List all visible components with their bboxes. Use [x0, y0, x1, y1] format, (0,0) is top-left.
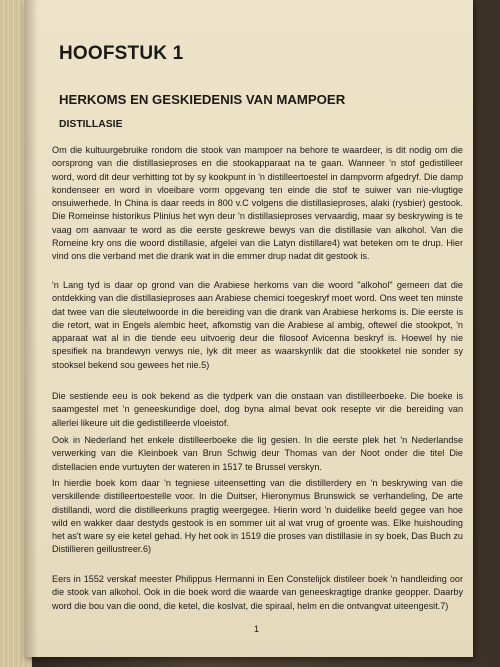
paragraph-3: Die sestiende eeu is ook bekend as die tydperk van die onstaan van distilleerboeke. Die boeke is saamgestel met 'n geneeskundige doel, dog byna almal bevat ook resepte vir die bereiding van allerlei likeure uit die gedistilleerde vloeistof.: [52, 391, 463, 428]
subsection-title: DISTILLASIE: [59, 119, 123, 130]
paragraph-5: In hierdie boek kom daar 'n tegniese uiteensetting van die distillerdery en 'n beskrywing van die verskillende distilleertoestelle voor. In die Duitser, Hieronymus Brunswick se verhandeling, De arte distillandi, word die distilleerkuns pragtig weergegee. Hierin word 'n duidelike beeld gegee van hoe wild en wakker daar destyds gestook is en sommer uit al wat vrug of groente was. Elke huishouding het as't ware sy eie ketel gehad. Hy het ook in 1519 die proses van distillasie in sy boek, Das Buch zu Distillieren geillustreer.6): [52, 478, 463, 555]
paragraph-6: Eers in 1552 verskaf meester Philippus Hermanni in Een Constelijck distileer boek 'n handleiding oor die stook van alkohol. Ook in die boek word die waarde van geneeskragtige dranke geopper. Daarby word die bou van die oond, die ketel, die koslvat, die spiraal, helm en die ontvangvat uiteengesit.7): [52, 574, 463, 611]
book-page: [24, 0, 473, 657]
gutter-shadow: [24, 0, 38, 657]
paragraph-1: Om die kultuurgebruike rondom die stook van mampoer na behore te waardeer, is dit nodig om die oorsprong van die distillasieproses en die stookapparaat na te gaan. Wanneer 'n stof gedistilleer word, word dit deur verhitting tot by sy kookpunt in 'n distilleertoestel in dampvorm afgedryf. Die damp kondenseer en word in vloeibare vorm opgevang ten einde die stof te suiwer van nie-vlugtige onsuiwerhede. In China is daar reeds in 800 v.C volgens die distillasieproses, alaki (rysbier) gestook. Die Romeinse historikus Plinius het wyn deur 'n distillasieproses vervaardig, maar sy beskrywing is te vaag om aanvaar te word as die eerste geskrewe bewys van die distillasie van alkohol. Van die Romeine kry ons die woord distillasie, afgelei van die Latyn distillare4) wat beteken om te drup. Hier vind ons die verband met die drank wat in die emmer drup nadat dit gestook is.: [52, 145, 463, 262]
chapter-title: HOOFSTUK 1: [59, 43, 184, 64]
section-title: HERKOMS EN GESKIEDENIS VAN MAMPOER: [59, 92, 346, 107]
paragraph-4: Ook in Nederland het enkele distilleerboeke die lig gesien. In die eerste plek het 'n Nederlandse verwerking van die Kleinboek van Brun Schwig deur Thomas van der Noot onder die titel Die distellacien ende vurtuyten der wateren in 1517 te Brussel verskyn.: [52, 435, 463, 472]
paragraph-2: 'n Lang tyd is daar op grond van die Arabiese herkoms van die woord "alkohol" gemeen dat die ontdekking van die distillasieproses aan Arabiese chemici toegeskryf moet word. Ons weet ten minste dat twee van die sleutelwoorde in die bereiding van die drank van Arabiese herkoms is. Die eerste is die retort, wat in Engels alembic heet, afkomstig van die Arabiese al ambig, oftewel die stookpot, 'n apparaat wat al in die tiende eeu uitvoerig deur die filosoof Avicenna beskryf is. Hoewel hy nie spesifiek na brandewyn verwys nie, lyk dit meer as waarskynlik dat die stookketel nie sonder sy stooksel bekend sou gewees het nie.5): [52, 280, 463, 370]
page-number: 1: [254, 624, 260, 634]
